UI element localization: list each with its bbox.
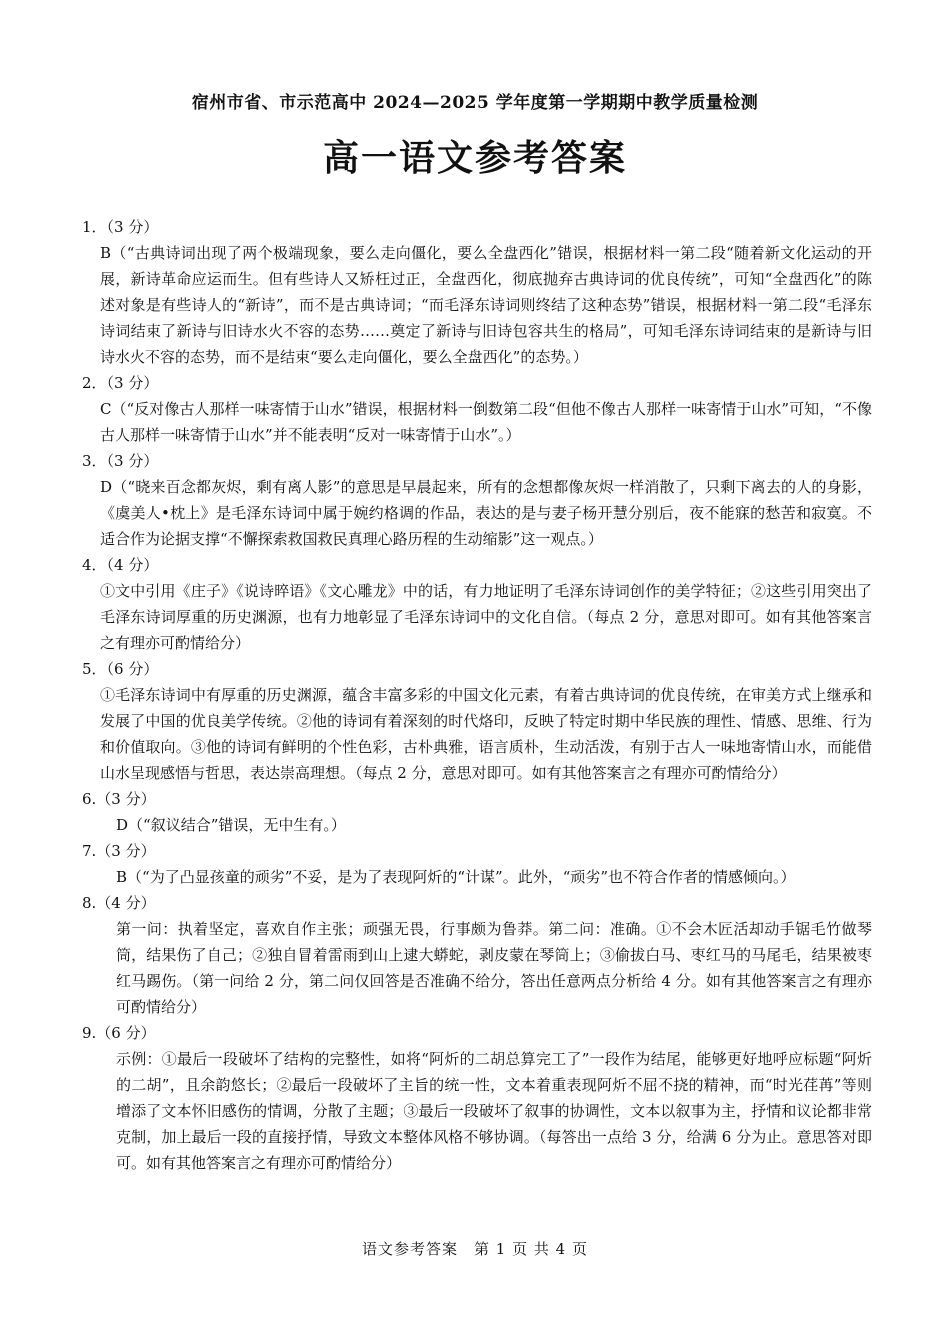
- question-9: [82, 1020, 872, 1176]
- question-answer: 示例：①最后一段破坏了结构的完整性，如将“阿炘的二胡总算完工了”一段作为结尾，能够更好地呼应标题“阿炘的二胡”，且余韵悠长；②最后一段破坏了主旨的统一性，文本着重表现阿炘不屈不挠的精神，而“时光荏苒”等则增添了文本怀旧感伤的情调，分散了主题；③最后一段破坏了叙事的协调性，文本以叙事为主，抒情和议论都非常克制，加上最后一段的直接抒情，导致文本整体风格不够协调。（每答出一点给 3 分，给满 6 分为止。意思答对即可。如有其他答案言之有理亦可酌情给分）: [116, 1050, 872, 1172]
- question-answer: 第一问：执着坚定，喜欢自作主张；顽强无畏，行事颇为鲁莽。第二问：准确。①不会木匠活却动手锯毛竹做琴筒，结果伤了自己；②独自冒着雷雨到山上逮大蟒蛇，剥皮蒙在琴筒上；③偷拔白马、枣红马的马尾毛，结果被枣红马踢伤。（第一问给 2 分，第二问仅回答是否准确不给分，答出任意两点分析给 4 分。如有其他答案言之有理亦可酌情给分）: [116, 920, 872, 1016]
- question-4: [82, 552, 872, 656]
- question-answer: ①毛泽东诗词中有厚重的历史渊源，蕴含丰富多彩的中国文化元素，有着古典诗词的优良传统，在审美方式上继承和发展了中国的优良美学传统。②他的诗词有着深刻的时代烙印，反映了特定时期中华民族的理性、情感、思维、行为和价值取向。③他的诗词有鲜明的个性色彩，古朴典雅，语言质朴，生动活泼，有别于古人一味地寄情山水，而能借山水呈现感悟与哲思，表达崇高理想。（每点 2 分，意思对即可。如有其他答案言之有理亦可酌情给分）: [100, 686, 872, 782]
- question-6: [82, 786, 872, 838]
- question-answer: D（“晓来百念都灰烬，剩有离人影”的意思是早晨起来，所有的念想都像灰烬一样消散了，只剩下离去的人的身影，《虞美人•枕上》是毛泽东诗词中属于婉约格调的作品，表达的是与妻子杨开慧分别后，夜不能寐的愁苦和寂寞。不适合作为论据支撑“不懈探索救国救民真理心路历程的生动缩影”这一观点。）: [100, 478, 872, 548]
- question-answer: ①文中引用《庄子》《说诗晬语》《文心雕龙》中的话，有力地证明了毛泽东诗词创作的美学特征；②这些引用突出了毛泽东诗词厚重的历史渊源，也有力地彰显了毛泽东诗词中的文化自信。（每点 2 分，意思对即可。如有其他答案言之有理亦可酌情给分）: [100, 582, 872, 652]
- page-footer: 语文参考答案 第 1 页 共 4 页: [362, 1240, 588, 1258]
- question-label: 3．（3 分）: [82, 452, 159, 470]
- question-2: [82, 370, 872, 448]
- question-answer: B（“古典诗词出现了两个极端现象，要么走向僵化，要么全盘西化”错误，根据材料一第二段“随着新文化运动的开展，新诗革命应运而生。但有些诗人又矫枉过正，全盘西化，彻底抛弃古典诗词的优良传统”，可知“全盘西化”的陈述对象是有些诗人的“新诗”，而不是古典诗词；“而毛泽东诗词则终结了这种态势”错误，根据材料一第二段“毛泽东诗词结束了新诗与旧诗水火不容的态势……奠定了新诗与旧诗包容共生的格局”，可知毛泽东诗词结束的是新诗与旧诗水火不容的态势，而不是结束“要么走向僵化，要么全盘西化”的态势。）: [100, 244, 872, 366]
- question-label: 5．（6 分）: [82, 660, 159, 678]
- question-5: [82, 656, 872, 786]
- exam-title: 宿州市省、市示范高中 2024—2025 学年度第一学期期中教学质量检测: [191, 93, 759, 113]
- question-answer: D（“叙议结合”错误，无中生有。）: [116, 816, 346, 834]
- question-answer: B（“为了凸显孩童的顽劣”不妥，是为了表现阿炘的“计谋”。此外，“顽劣”也不符合作者的情感倾向。）: [116, 868, 796, 886]
- question-label: 8.（4 分）: [82, 894, 156, 912]
- question-label: 2．（3 分）: [82, 374, 159, 392]
- answer-list: [82, 214, 872, 1176]
- question-label: 9.（6 分）: [82, 1024, 156, 1042]
- question-7: [82, 838, 872, 890]
- question-3: [82, 448, 872, 552]
- question-label: 1．（3 分）: [82, 218, 159, 236]
- question-label: 7.（3 分）: [82, 842, 156, 860]
- question-1: [82, 214, 872, 370]
- question-label: 6.（3 分）: [82, 790, 156, 808]
- document-title: 高一语文参考答案: [322, 137, 627, 179]
- question-label: 4．（4 分）: [82, 556, 159, 574]
- question-8: [82, 890, 872, 1020]
- question-answer: C（“反对像古人那样一味寄情于山水”错误，根据材料一倒数第二段“但他不像古人那样一味寄情于山水”可知，“不像古人那样一味寄情于山水”并不能表明“反对一味寄情于山水”。）: [100, 400, 872, 444]
